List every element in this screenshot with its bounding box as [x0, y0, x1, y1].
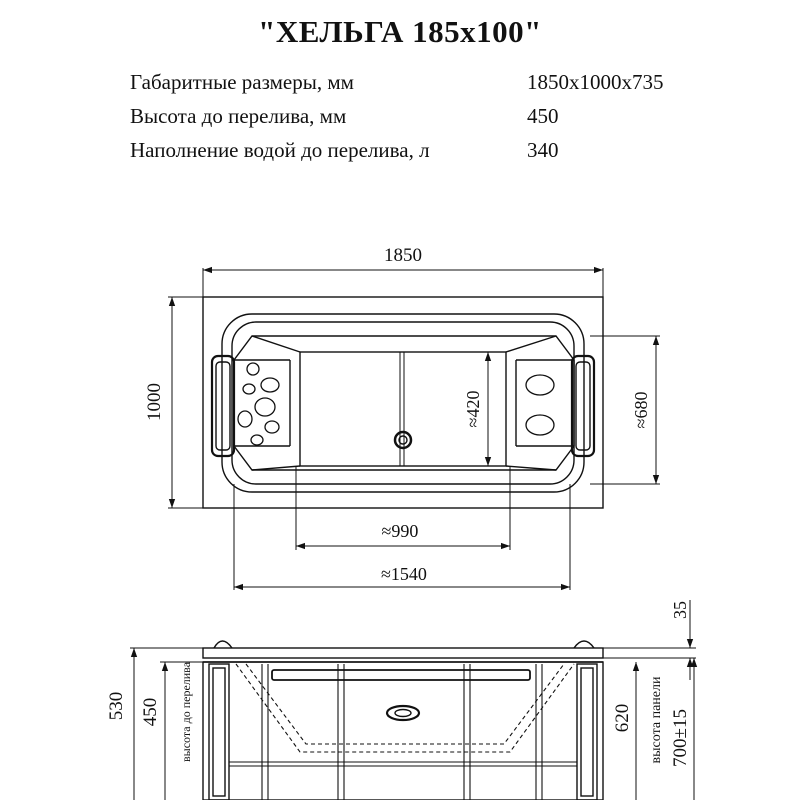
- dim-bowl-length-label: ≈1540: [381, 564, 427, 584]
- dim-length-label: 1850: [384, 245, 422, 266]
- bathtub-rim: [222, 314, 584, 492]
- product-title: "ХЕЛЬГА 185x100": [258, 14, 542, 49]
- bathtub-rim-front: [203, 648, 603, 658]
- dim-bowl-width-label: ≈680: [631, 391, 651, 429]
- top-view: [203, 297, 603, 508]
- dim-overflow-height-label: 450: [140, 697, 161, 727]
- massage-stones-left: [238, 363, 279, 445]
- spec-label: Высота до перелива, мм: [130, 104, 347, 128]
- dim-620-label: 620: [612, 703, 633, 733]
- overflow-bar: [272, 670, 530, 680]
- spec-value: 340: [527, 138, 559, 162]
- side-panel-right: [577, 664, 597, 800]
- side-panel-left: [209, 664, 229, 800]
- dim-inner-width-label: ≈420: [463, 390, 483, 428]
- drain-icon: [395, 432, 411, 448]
- spec-value: 1850x1000x735: [527, 70, 664, 94]
- bathtub-outline-top: [203, 297, 603, 508]
- panel-height-value: 700±15: [670, 709, 691, 767]
- front-view-dimensions: [130, 600, 696, 800]
- spec-label: Наполнение водой до перелива, л: [130, 138, 430, 162]
- dim-total-height-label: 530: [106, 691, 127, 721]
- bathtub-body-front: [203, 662, 603, 800]
- dim-inner-length-label: ≈990: [381, 521, 419, 541]
- spec-value: 450: [527, 104, 559, 128]
- dim-width-label: 1000: [144, 383, 165, 421]
- front-view: [203, 641, 603, 800]
- drain-front-icon: [387, 706, 419, 720]
- spec-label: Габаритные размеры, мм: [130, 70, 354, 94]
- dim-rim-label: 35: [670, 601, 690, 619]
- overflow-height-caption: высота до перелива: [179, 661, 193, 763]
- massage-stones-right: [526, 375, 554, 435]
- panel-height-caption: высота панели: [649, 676, 664, 764]
